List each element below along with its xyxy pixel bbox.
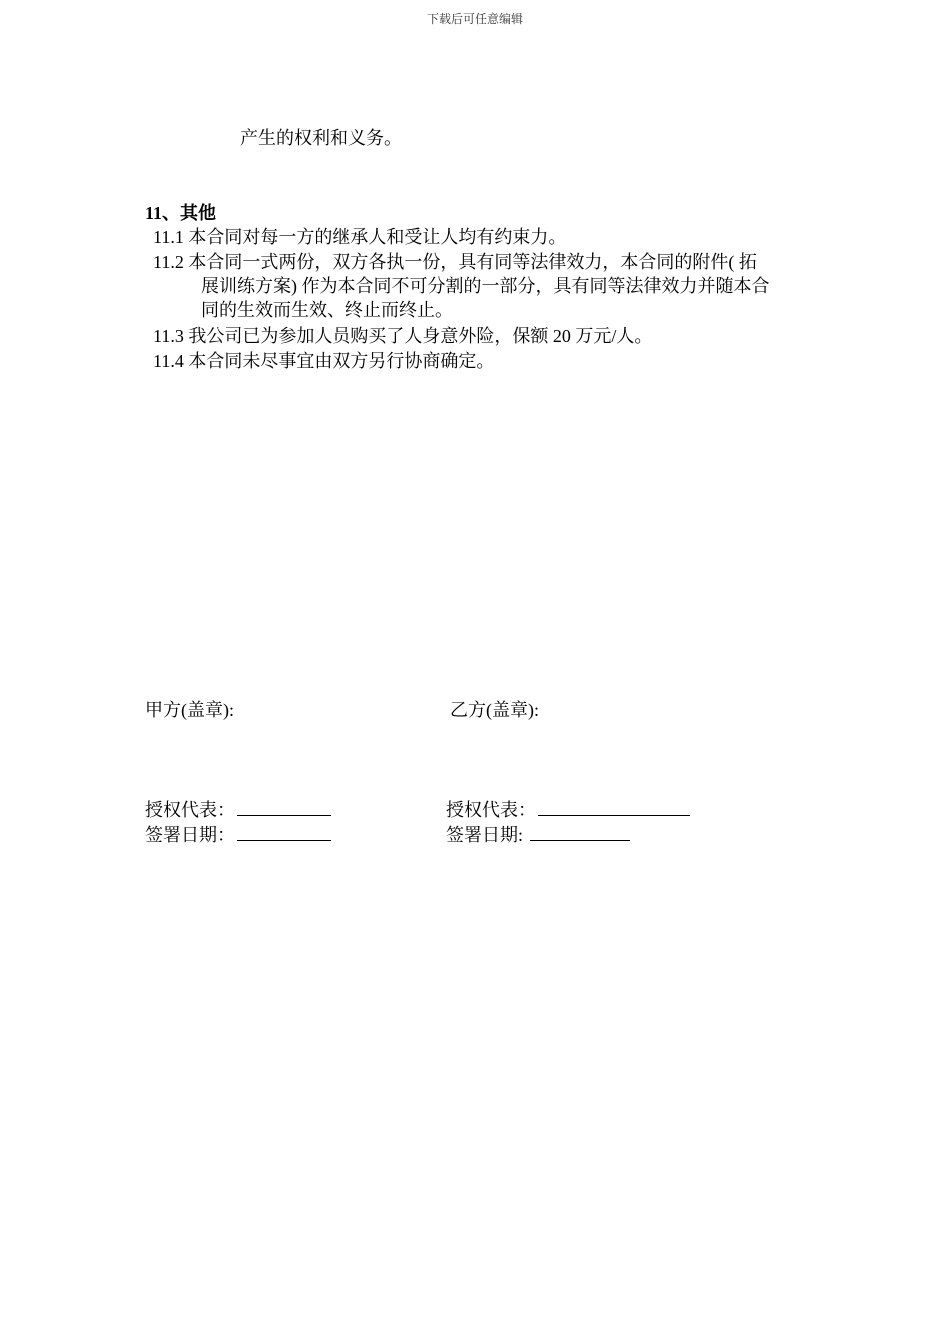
party-b-representative-label: 授权代表： xyxy=(446,800,536,820)
party-a-representative-blank[interactable] xyxy=(237,797,331,816)
clause-11-3: 11.3 我公司已为参加人员购买了人身意外险，保额 20 万元/人。 xyxy=(153,326,653,346)
party-b-seal-label: 乙方(盖章): xyxy=(450,700,539,720)
party-b-sign-date-blank[interactable] xyxy=(530,822,630,841)
clause-11-2-line-3: 同的生效而生效、终止而终止。 xyxy=(201,300,453,320)
party-a-seal-label: 甲方(盖章): xyxy=(145,700,234,720)
clause-11-2 xyxy=(153,250,813,322)
party-a-representative xyxy=(145,797,331,822)
party-a-sign-date-blank[interactable] xyxy=(237,822,331,841)
section-heading: 11、其他 xyxy=(145,203,217,223)
party-b-sign-date-label: 签署日期: xyxy=(446,825,524,845)
party-a-sign-date-label: 签署日期： xyxy=(145,825,235,845)
clause-11-2-line-1: 11.2 本合同一式两份，双方各执一份，具有同等法律效力，本合同的附件( 拓 xyxy=(153,252,757,272)
party-a-representative-label: 授权代表： xyxy=(145,800,235,820)
clause-11-2-line-2: 展训练方案) 作为本合同不可分割的一部分，具有同等法律效力并随本合 xyxy=(201,276,770,296)
party-b-sign-date xyxy=(446,822,630,847)
continuation-text: 产生的权利和义务。 xyxy=(240,128,402,148)
party-a-sign-date xyxy=(145,822,331,847)
party-b-representative xyxy=(446,797,690,822)
party-b-representative-blank[interactable] xyxy=(538,797,690,816)
clause-11-1: 11.1 本合同对每一方的继承人和受让人均有约束力。 xyxy=(153,227,567,247)
page-header-note: 下载后可任意编辑 xyxy=(426,12,523,26)
clause-11-4: 11.4 本合同未尽事宜由双方另行协商确定。 xyxy=(153,351,495,371)
